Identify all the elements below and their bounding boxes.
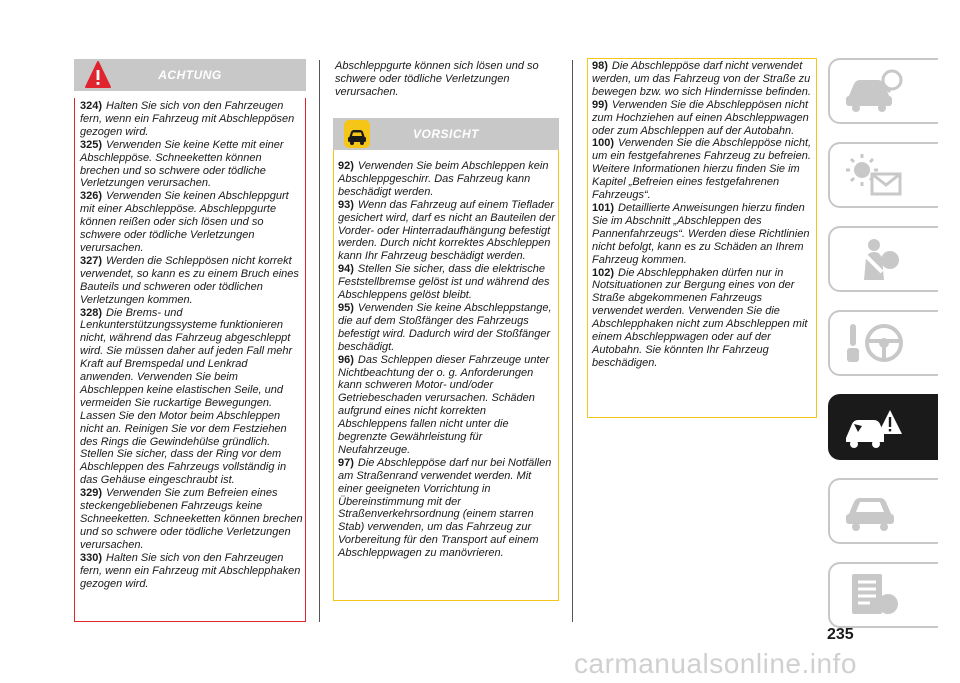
note-number: 329) (80, 487, 103, 500)
note-number: 327) (80, 254, 103, 267)
warning-triangle-icon (84, 60, 112, 90)
note-item (592, 202, 814, 267)
note-number: 330) (80, 551, 103, 564)
note-number: 95) (338, 301, 354, 314)
tab-car-dashboard[interactable] (828, 58, 938, 124)
note-item (592, 137, 814, 202)
vorsicht-header (333, 118, 559, 150)
tab-technical-data[interactable] (828, 562, 938, 628)
note-item (338, 457, 556, 560)
note-number: 99) (592, 98, 608, 111)
page-number: 235 (827, 626, 854, 643)
emergency-icon (844, 404, 904, 450)
continuation-text: Abschleppgurte können sich lösen und so schwere oder tödliche Verletzungen verursachen. (335, 60, 539, 98)
note-text: Halten Sie sich von den Fahrzeugen fern, wenn ein Fahrzeug mit Abschlepphaken gezogen wird. (80, 551, 301, 590)
note-item (80, 139, 304, 191)
note-number: 101) (592, 201, 615, 214)
airbag-safety-icon (844, 236, 904, 282)
note-text: Die Brems- und Lenkunterstützungssysteme funktionieren nicht, während das Fahrzeug abgeschleppt wird. Sie müssen daher auf jeden Fall mehr Kraft auf Bremspedal und Lenkrad anwenden. Verwenden Sie beim Abschleppen keine elastischen Seile, und vermeiden Sie ruckartige Bewegungen. Lassen Sie den Motor beim Abschleppen nicht an. Reinigen Sie vor dem Festziehen des Rings die Gewindehülse gründlich. Stellen Sie sicher, dass der Ring vor dem Abschleppen des Fahrzeugs vollständig in das Gehäuse eingeschraubt ist. (80, 306, 293, 487)
note-item (338, 302, 556, 354)
column-divider-1 (319, 60, 320, 622)
note-number: 97) (338, 456, 354, 469)
note-text: Verwenden Sie keine Kette mit einer Abschleppöse. Schneeketten können brechen und so schwere oder tödliche Verletzungen verursachen. (80, 138, 284, 190)
maintenance-icon (844, 488, 904, 534)
column-divider-2 (572, 60, 573, 622)
tab-steering-start[interactable] (828, 310, 938, 376)
technical-data-icon (844, 572, 904, 618)
tab-emergency[interactable] (828, 394, 938, 460)
note-item (338, 354, 556, 457)
tab-warning-lights[interactable] (828, 142, 938, 208)
note-text: Detaillierte Anweisungen hierzu finden Sie im Abschnitt „Abschleppen des Pannenfahrzeugs“. Werden diese Richtlinien nicht befolgt, kann es zu Schäden an Ihrem Fahrzeug kommen. (592, 201, 810, 266)
note-item (592, 267, 814, 370)
right-text (592, 60, 814, 370)
tab-airbag-safety[interactable] (828, 226, 938, 292)
note-number: 100) (592, 137, 615, 150)
note-text: Stellen Sie sicher, dass die elektrische Feststellbremse gelöst ist und während des Abschleppens gelöst bleibt. (338, 263, 550, 302)
note-number: 325) (80, 138, 103, 151)
note-item (80, 307, 304, 488)
note-text: Wenn das Fahrzeug auf einem Tieflader gesichert wird, darf es nicht an Bauteilen der Vorder- oder Hinterradaufhängung befestigt werden. Durch nicht korrektes Abschleppen kann Ihr Fahrzeug beschädigt werden. (338, 198, 556, 263)
note-number: 96) (338, 353, 354, 366)
note-number: 92) (338, 160, 354, 172)
note-item (80, 487, 304, 552)
achtung-title: ACHTUNG (158, 68, 222, 82)
note-number: 94) (338, 263, 354, 276)
note-number: 326) (80, 190, 103, 203)
note-item (592, 60, 814, 99)
middle-continuation (335, 60, 553, 99)
tab-maintenance[interactable] (828, 478, 938, 544)
vorsicht-text (338, 160, 556, 560)
note-item (592, 99, 814, 138)
achtung-text (80, 100, 304, 590)
note-item (338, 199, 556, 264)
note-text: Verwenden Sie beim Abschleppen kein Abschleppgeschirr. Das Fahrzeug kann beschädigt werden. (338, 160, 549, 198)
watermark: carmanualsonline.info (574, 648, 857, 679)
note-item (338, 160, 556, 199)
note-text: Verwenden Sie die Abschleppöse nicht, um ein festgefahrenes Fahrzeug zu befreien. Weitere Informationen hierzu finden Sie im Kapitel „Befreien eines festgefahrenen Fahrzeugs“. (592, 137, 812, 202)
note-text: Verwenden Sie keinen Abschleppgurt mit einer Abschleppöse. Abschleppgurte können reißen oder sich lösen und so schwere oder tödliche Verletzungen verursachen. (80, 190, 289, 254)
note-text: Die Abschlepphaken dürfen nur in Notsituationen zur Bergung eines von der Straße abgekommenen Fahrzeugs verwendet werden. Verwenden Sie die Abschlepphaken nicht zum Abschleppen mit einem Abschleppwagen oder auf der Autobahn. Sie könnten Ihr Fahrzeug beschädigen. (592, 266, 808, 369)
warning-lights-icon (844, 152, 904, 198)
note-number: 102) (592, 266, 615, 279)
note-text: Verwenden Sie keine Abschleppstange, die auf dem Stoßfänger des Fahrzeugs befestigt wird. Dadurch wird der Stoßfänger beschädigt. (338, 301, 552, 353)
note-number: 328) (80, 306, 103, 319)
note-text: Verwenden Sie zum Befreien eines steckengebliebenen Fahrzeugs keine Schneeketten. Schneeketten können brechen und so schwere oder tödliche Verletzungen verursachen. (80, 487, 303, 551)
note-number: 93) (338, 198, 354, 211)
note-item (80, 552, 304, 591)
note-text: Das Schleppen dieser Fahrzeuge unter Nichtbeachtung der o. g. Anforderungen kann schweren Motor- und/oder Getriebeschaden verursachen. Schäden aufgrund eines nicht korrekten Abschleppens fallen nicht unter die begrenzte Gewährleistung für Neufahrzeuge. (338, 353, 550, 456)
achtung-header (74, 59, 306, 91)
note-number: 98) (592, 60, 608, 72)
car-caution-icon (343, 119, 371, 149)
note-text: Werden die Schleppösen nicht korrekt verwendet, so kann es zu einem Bruch eines Bauteils und schweren oder tödlichen Verletzungen kommen. (80, 254, 299, 306)
car-dashboard-icon (844, 68, 904, 114)
note-number: 324) (80, 100, 103, 112)
steering-start-icon (844, 320, 904, 366)
note-item (80, 255, 304, 307)
note-text: Die Abschleppöse darf nur bei Notfällen am Straßenrand verwendet werden. Mit einer geeigneten Vorrichtung in Übereinstimmung mit der Straßenverkehrsordnung (einem starren Stab) verwenden, um das Fahrzeug zur Vorbereitung für den Transport auf einem Abschleppwagen zu manövrieren. (338, 456, 552, 560)
note-item (80, 190, 304, 255)
note-item (338, 263, 556, 302)
note-item (80, 100, 304, 139)
vorsicht-title: VORSICHT (412, 127, 479, 141)
note-text: Verwenden Sie die Abschleppösen nicht zum Hochziehen auf einen Abschleppwagen oder zum Abschleppen auf der Autobahn. (592, 98, 809, 137)
note-text: Die Abschleppöse darf nicht verwendet werden, um das Fahrzeug von der Straße zu bewegen bzw. wo sich Hindernisse befinden. (592, 60, 811, 98)
note-text: Halten Sie sich von den Fahrzeugen fern, wenn ein Fahrzeug mit Abschleppösen gezogen wird. (80, 100, 295, 138)
